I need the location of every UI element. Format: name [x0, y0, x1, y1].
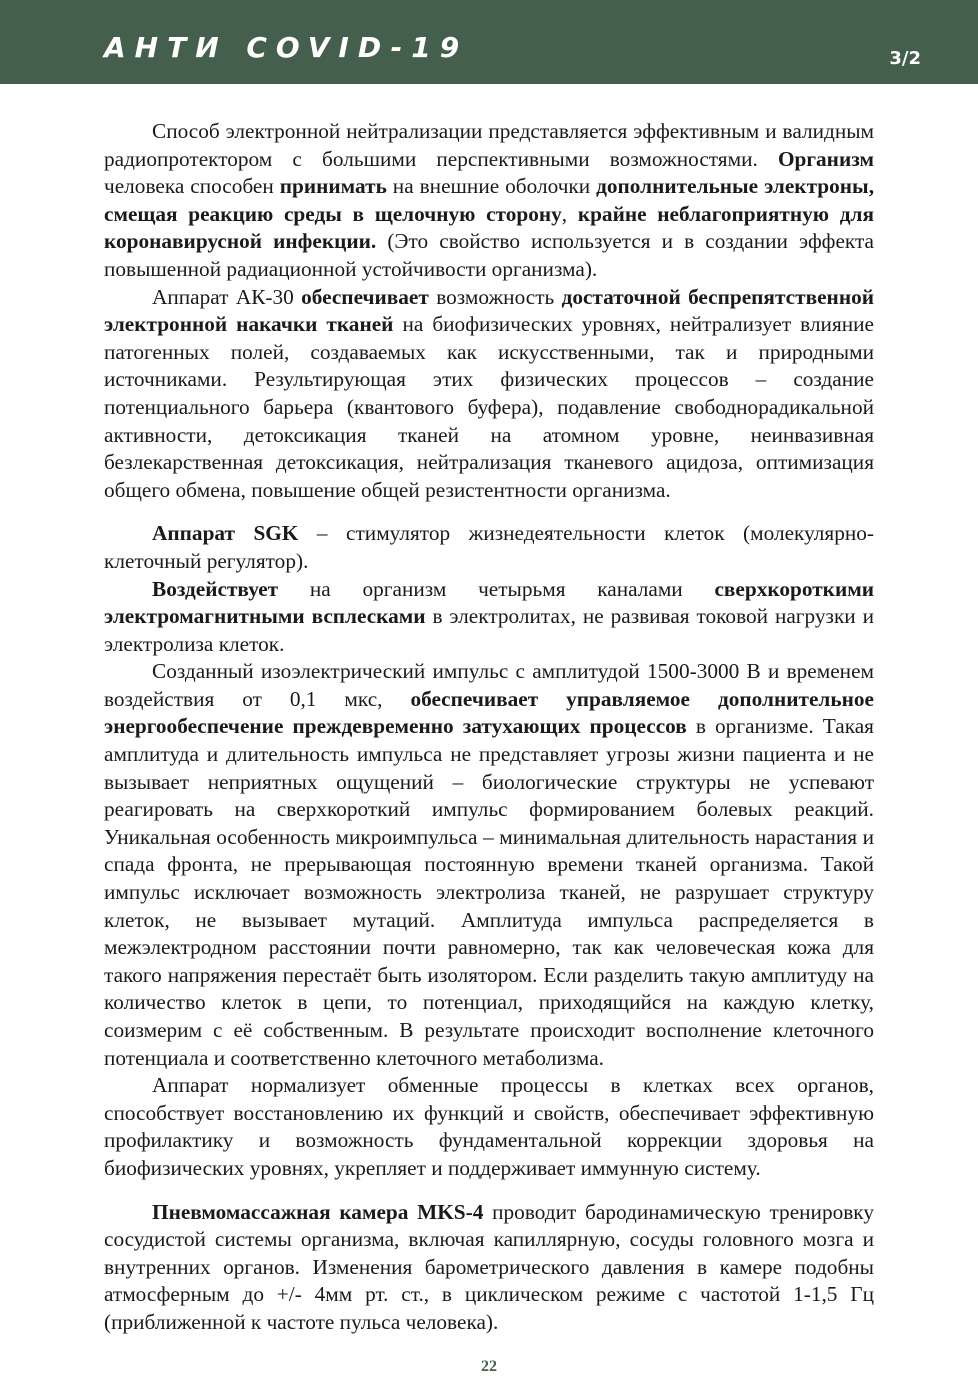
body-paragraph	[104, 118, 874, 284]
paragraph-text: на внешние оболочки	[386, 174, 597, 199]
paragraph-text: проводит бародинамическую тренировку сосудистой системы организма, включая капиллярную, сосуды головного мозга и внутренних органов. Изменения барометрического давления в камере подобны атмосферным до +/- 4мм рт. ст., в циклическом режиме с частотой 1-1,5 Гц (приближенной к частоте пульса человека).	[104, 1199, 874, 1334]
paragraph-text: Способ электронной нейтрализации представляется эффективным и валидным радиопротектором с большими перспективными возможностями.	[104, 119, 874, 171]
paragraph-text: на биофизических уровнях, нейтрализует влияние патогенных полей, создаваемых как искусственными, так и природными источниками. Результирующая этих физических процессов – создание потенциального барьера (квантового буфера), подавление свободнорадикальной активности, детоксикация тканей на атомном уровне, неинвазивная безлекарственная детоксикация, нейтрализация тканевого ацидоза, оптимизация общего обмена, повышение общей резистентности организма.	[104, 312, 874, 502]
article-body	[104, 118, 874, 1337]
paragraph-text: (Это свойство используется и в создании эффекта повышенной радиационной устойчивости организма).	[104, 229, 875, 281]
paragraph-text: Аппарат АК-30	[152, 284, 302, 309]
bold-text: дополнительные электроны, смещая реакцию среды в щелочную сторону	[104, 174, 875, 226]
bold-text: достаточной беспрепятственной электронной накачки тканей	[104, 284, 875, 337]
bold-text: Воздействует	[152, 576, 279, 601]
paragraph-text: в организме. Такая амплитуда и длительность импульса не представляет угрозы жизни пациента и не вызывает неприятных ощущений – биологические структуры не успевают реагировать на сверхкороткий импульс формированием болевых реакций. Уникальная особенность микроимпульса – минимальная длительность нарастания и спада фронта, не прерывающая постоянную времени тканей организма. Такой импульс исключает возможность электролиза тканей, не разрушает структуру клеток, не вызывает мутаций. Амплитуда импульса распределяется в межэлектродном расстоянии почти равномерно, так как человеческая кожа для такого напряжения перестаёт быть изолятором. Если разделить такую амплитуду на количество клеток в цепи, то потенциал, приходящийся на каждую клетку, соизмерим с её собственным. В результате происходит восполнение клеточного потенциала и соответственно клеточного метаболизма.	[104, 714, 874, 1070]
paragraph-text: – стимулятор жизнедеятельности клеток (молекулярно-клеточный регулятор).	[104, 521, 874, 573]
bold-text: крайне неблагоприятную для коронавирусной инфекции.	[104, 201, 874, 254]
paragraph-text: ,	[561, 201, 578, 226]
body-paragraph	[104, 576, 874, 659]
paragraph-text: Аппарат нормализует обменные процессы в клетках всех органов, способствует восстановлению их функций и свойств, обеспечивает эффективную профилактику и возможность фундаментальной коррекции здоровья на биофизических уровнях, укрепляет и поддерживает иммунную систему.	[104, 1073, 874, 1180]
body-paragraph	[104, 520, 874, 575]
bold-text: обеспечивает управляемое дополнительное энергообеспечение преждевременно затухающих процессов	[104, 686, 874, 739]
paragraph-text: возможность	[428, 284, 562, 309]
paragraph-text: человека способен	[104, 174, 280, 199]
bold-text: обеспечивает	[301, 284, 429, 309]
paragraph-text: на организм четырьмя каналами	[278, 576, 715, 601]
bold-text: Организм	[777, 146, 874, 171]
bold-text: принимать	[279, 174, 387, 199]
paragraph-text: в электролитах, не развивая токовой нагрузки и электролиза клеток.	[104, 604, 875, 656]
body-paragraph	[104, 1199, 874, 1337]
body-paragraph	[104, 658, 874, 1072]
header-title: АНТИ COVID-19	[104, 31, 469, 64]
page-number: 22	[481, 1358, 497, 1375]
body-paragraph	[104, 1072, 874, 1182]
bold-text: сверхкороткими электромагнитными всплесками	[104, 576, 874, 629]
bold-text: Аппарат SGK	[152, 521, 299, 546]
bold-text: Пневмомассажная камера MKS-4	[152, 1199, 484, 1224]
header-section-number: 3/2	[889, 48, 921, 69]
body-paragraph	[104, 284, 874, 505]
page-header-band	[0, 0, 978, 84]
paragraph-text: Созданный изоэлектрический импульс с амплитудой 1500-3000 В и временем воздействия от 0,1 мкс,	[104, 659, 874, 711]
